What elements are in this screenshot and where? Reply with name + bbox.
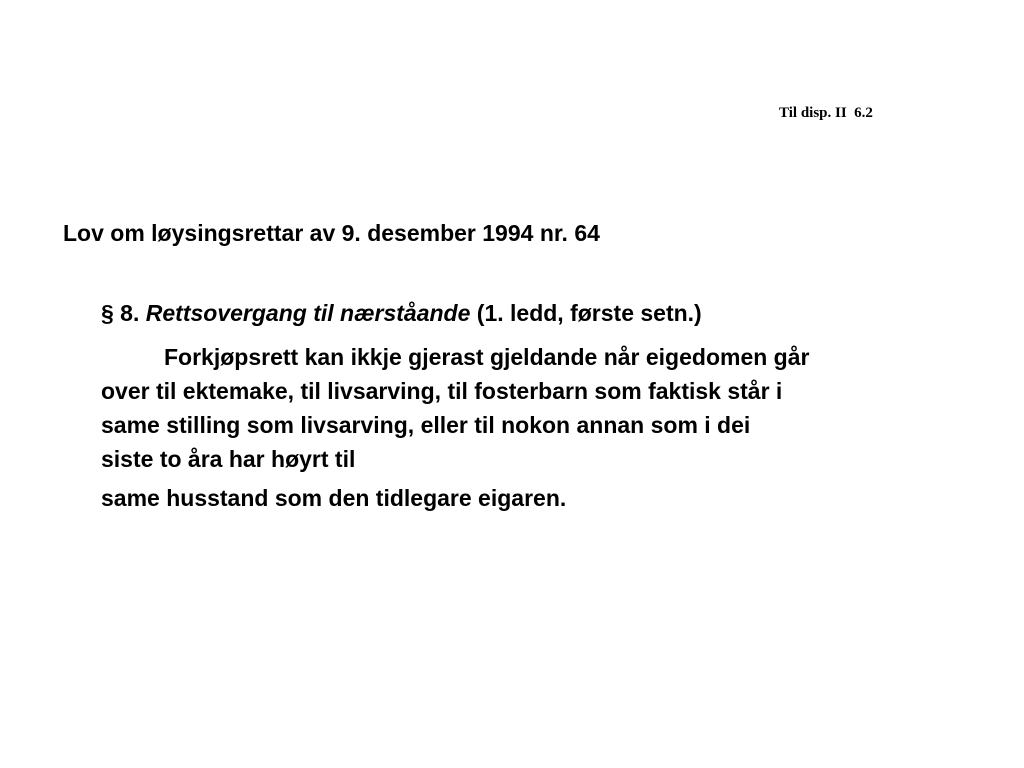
section-text-line: over til ektemake, til livsarving, til fosterbarn som faktisk står i: [101, 378, 783, 404]
section-text-final-line: same husstand som den tidlegare eigaren.: [101, 485, 567, 511]
section-title: Rettsovergang til nærståande: [145, 300, 471, 326]
section-text-line: siste to åra har høyrt til: [101, 446, 356, 472]
section-qualifier: (1. ledd, første setn.): [476, 300, 702, 326]
law-title: Lov om løysingsrettar av 9. desember 1994 nr. 64: [63, 220, 600, 246]
section-text-line: same stilling som livsarving, eller til nokon annan som i dei: [101, 412, 751, 438]
section-text: [101, 340, 981, 476]
section-text-line: Forkjøpsrett kan ikkje gjerast gjeldande når eigedomen går: [164, 344, 810, 370]
section-heading: [101, 298, 702, 328]
section-number: § 8.: [101, 300, 140, 326]
slide-reference: Til disp. II 6.2: [779, 105, 873, 121]
